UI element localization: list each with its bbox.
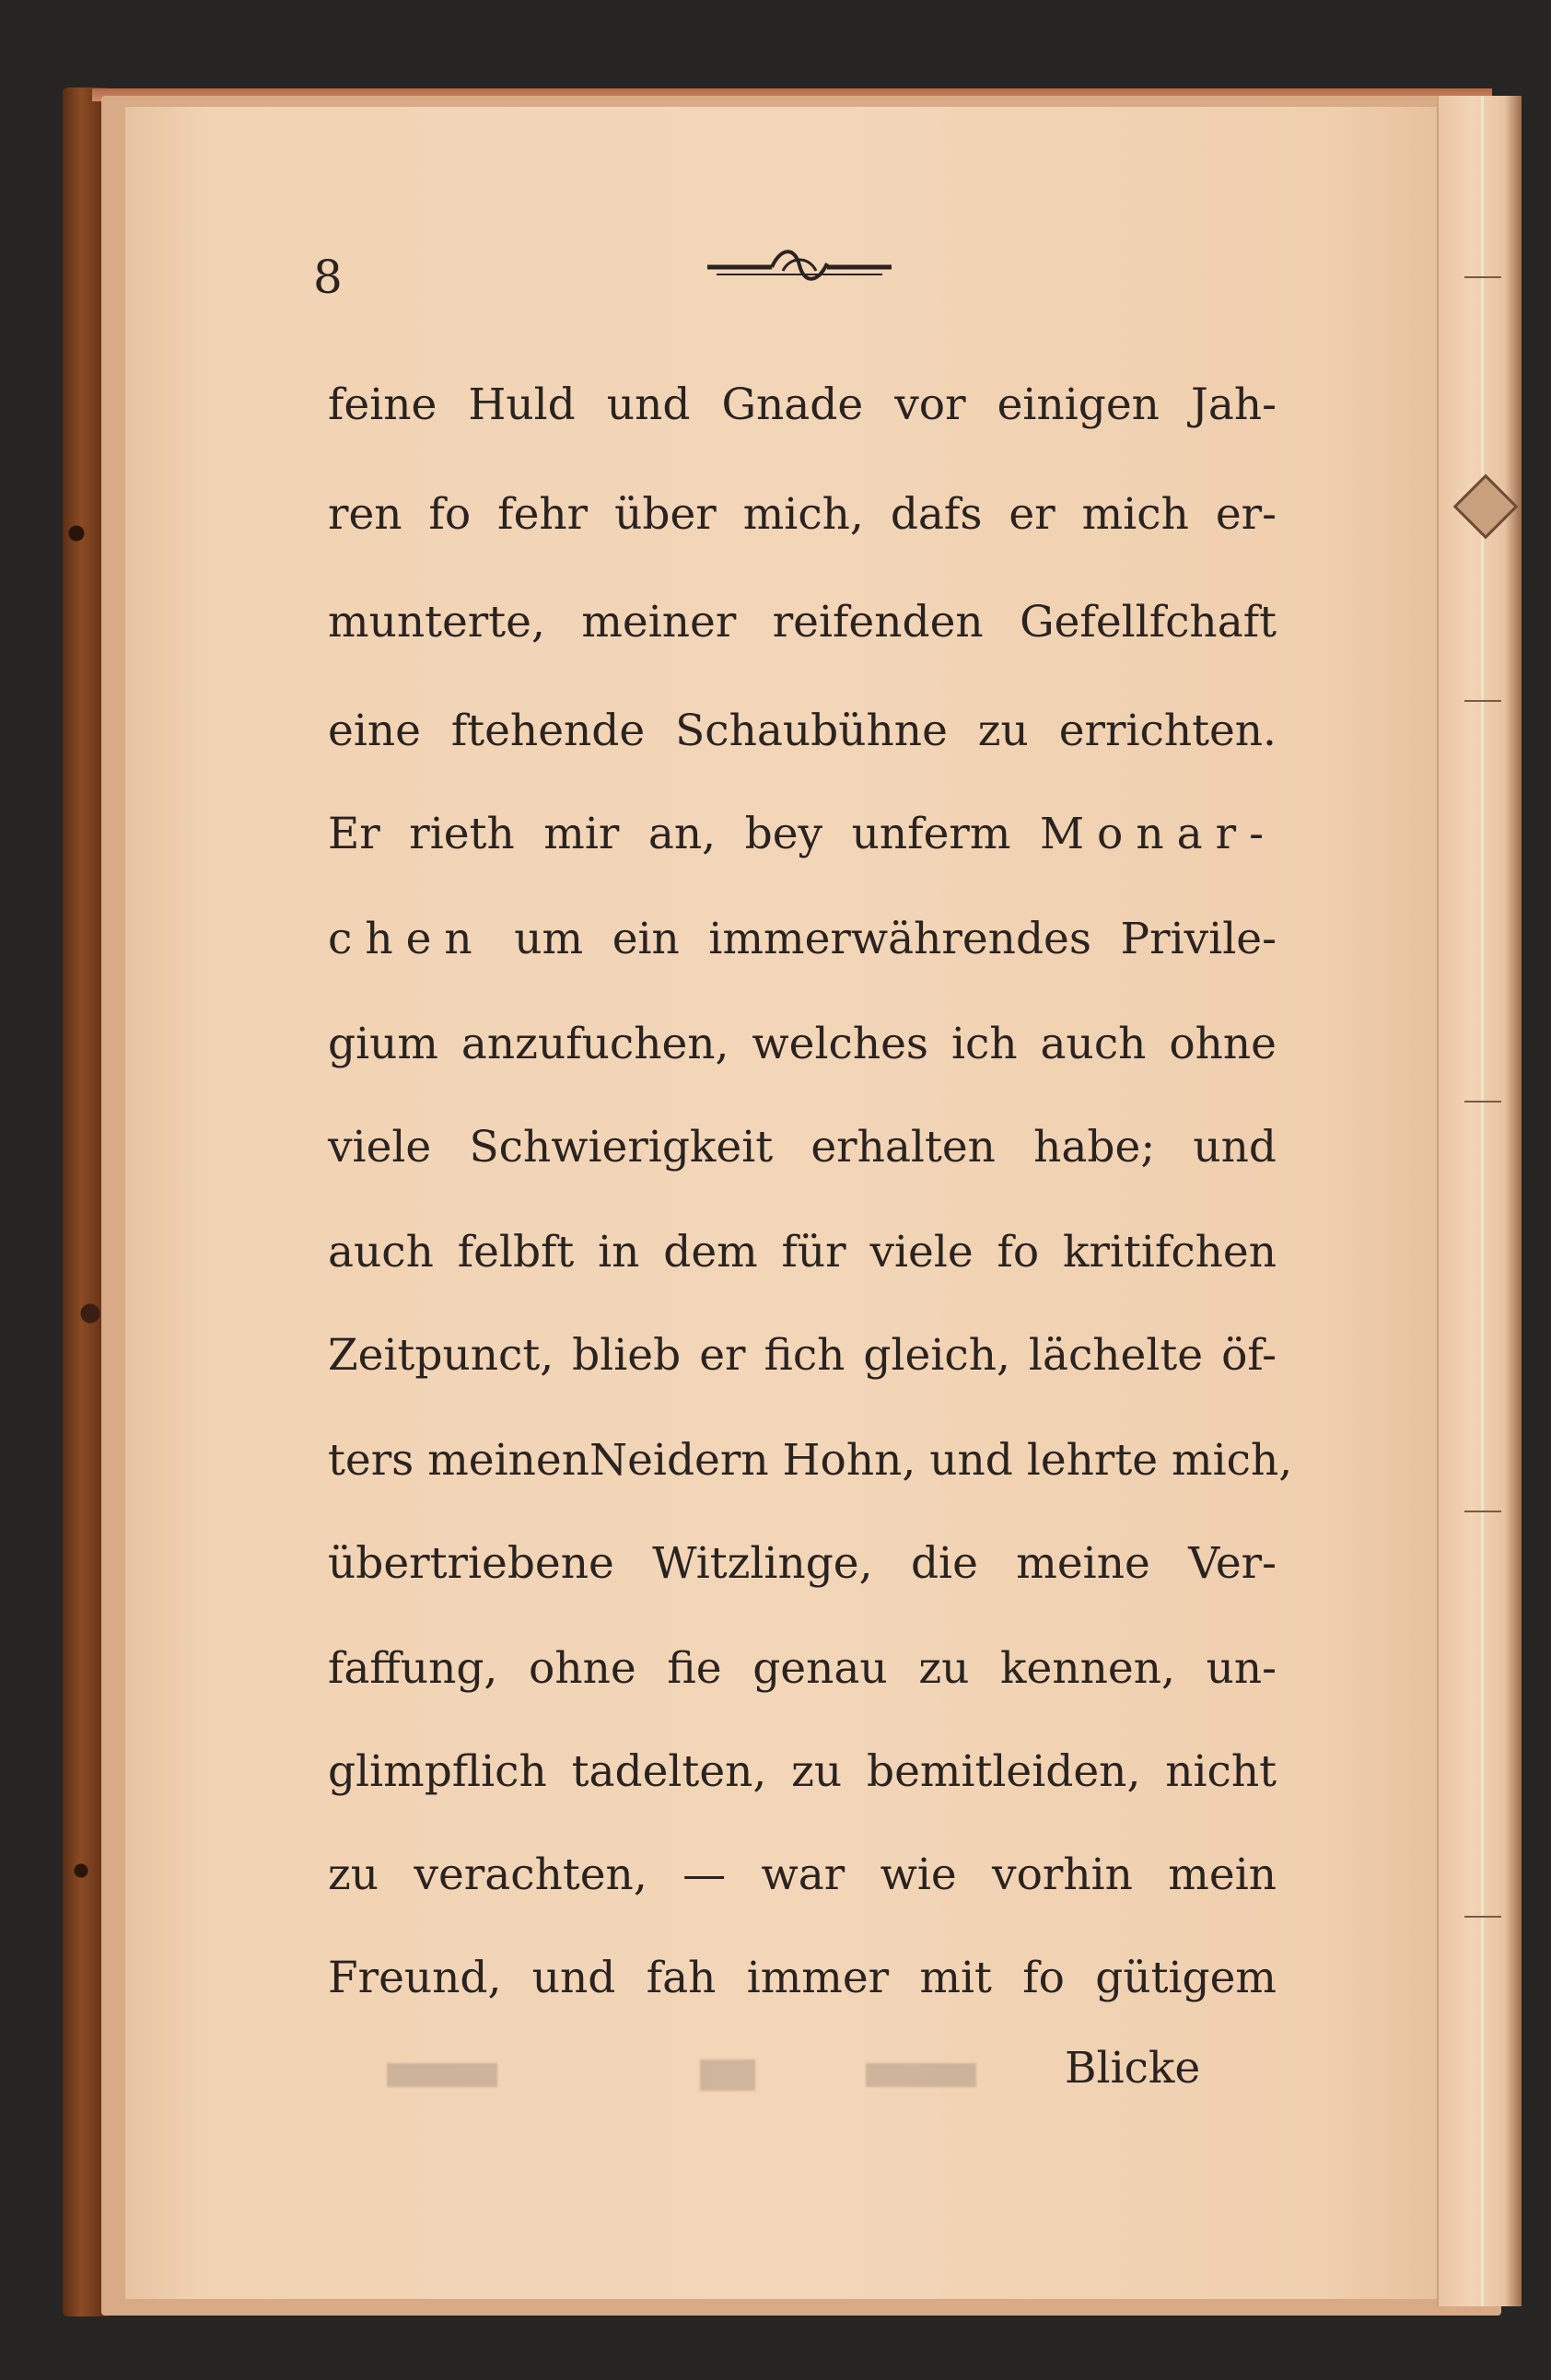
text-line-plain: um ein immerwährendes Privile-: [484, 914, 1277, 964]
text-line: zu verachten, — war wie vorhin mein: [328, 1849, 1277, 1900]
text-line: ters meinenNeidern Hohn, und lehrte mich,: [328, 1435, 1293, 1486]
text-line: faffung, ohne fie genau zu kennen, un-: [328, 1643, 1277, 1694]
emphasis-word: chen: [328, 914, 485, 964]
bleed-through-smudge: [387, 2047, 976, 2102]
text-line: gium anzufuchen, welches ich auch ohne: [328, 1019, 1277, 1069]
text-line: Freund, und fah immer mit fo gütigem: [328, 1953, 1277, 2003]
catchword: Blicke: [1065, 2043, 1201, 2094]
text-line: [328, 807, 1277, 862]
page-number: 8: [313, 251, 343, 304]
text-line: ren fo fehr über mich, dafs er mich er-: [328, 489, 1277, 540]
text-line: feine Huld und Gnade vor einigen Jah-: [328, 379, 1277, 430]
text-line-plain: Er rieth mir an, bey unferm: [328, 809, 1040, 859]
header-ornament-icon: [707, 247, 892, 284]
text-line: auch felbft in dem für viele fo kritifchen: [328, 1227, 1277, 1278]
text-line: glimpflich tadelten, zu bemitleiden, nicht: [328, 1746, 1277, 1797]
text-line: munterte, meiner reifenden Gefellfchaft: [328, 597, 1277, 648]
emphasis-word: Monar-: [1039, 809, 1277, 859]
text-line: [328, 912, 1277, 967]
text-line: übertriebene Witzlinge, die meine Ver-: [328, 1538, 1277, 1589]
text-line: viele Schwierigkeit erhalten habe; und: [328, 1122, 1277, 1172]
text-line: eine ftehende Schaubühne zu errichten.: [328, 706, 1277, 756]
text-line: Zeitpunct, blieb er fich gleich, lächelte öf-: [328, 1330, 1277, 1381]
